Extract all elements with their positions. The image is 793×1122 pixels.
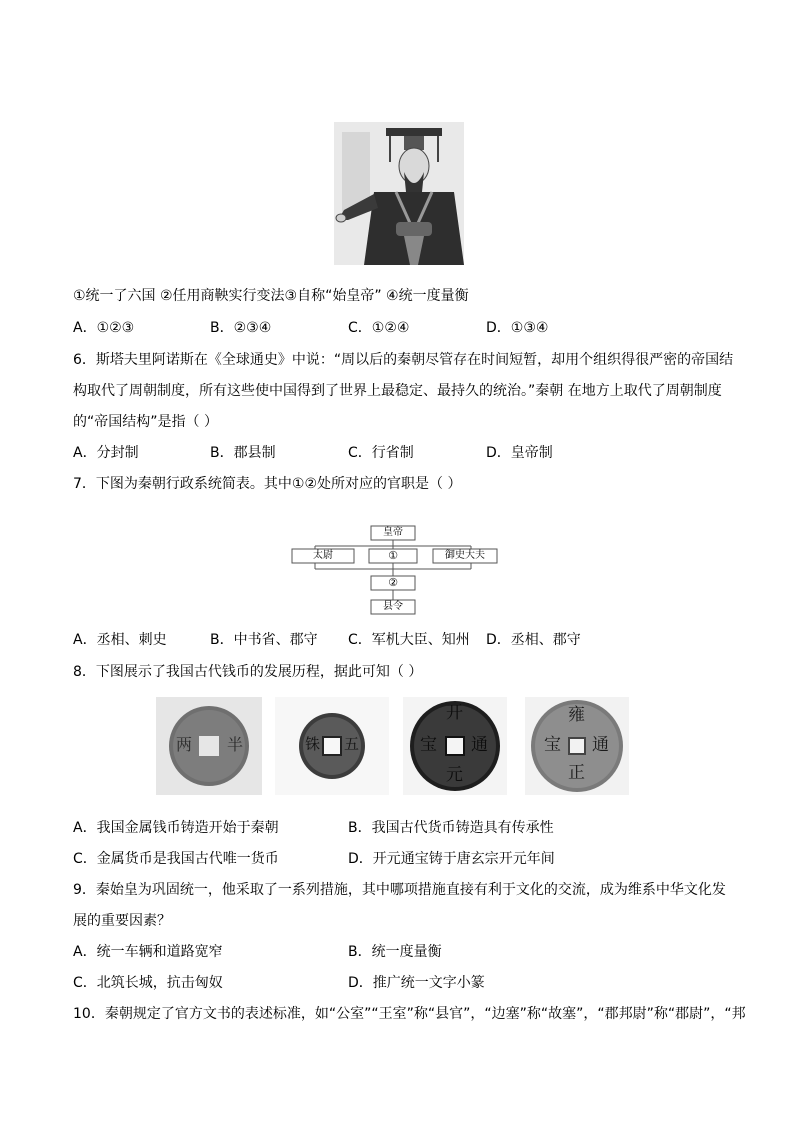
- q5-items: ①统一了六国 ②任用商鞅实行变法③自称“始皇帝” ④统一度量衡: [73, 288, 469, 304]
- q9-option-d[interactable]: D．推广统一文字小篆: [348, 975, 485, 991]
- coin4-char-bao: 宝: [544, 735, 561, 755]
- coin-wuzhu-drawing: [275, 697, 389, 795]
- coin3-char-tong: 通: [471, 735, 488, 755]
- q7-option-b[interactable]: B．中书省、郡守: [210, 632, 318, 648]
- qin-admin-chart: [291, 524, 499, 617]
- q9-option-c[interactable]: C．北筑长城，抗击匈奴: [73, 975, 223, 991]
- coin3-char-yuan: 元: [446, 765, 463, 785]
- q6-option-d[interactable]: D．皇帝制: [486, 445, 553, 461]
- chart-emperor: 皇帝: [383, 527, 403, 538]
- q8-option-c[interactable]: C．金属货币是我国古代唯一货币: [73, 851, 279, 867]
- coin-wuzhu: [275, 697, 389, 795]
- coin2-char-wu: 五: [344, 735, 360, 753]
- coin1-char-ban: 半: [227, 735, 244, 754]
- q6-option-c[interactable]: C．行省制: [348, 445, 414, 461]
- q5-option-c[interactable]: C．①②④: [348, 320, 410, 336]
- q7-option-a[interactable]: A．丞相、刺史: [73, 632, 167, 648]
- q7-stem: 7．下图为秦朝行政系统简表。其中①②处所对应的官职是（ ）: [73, 476, 462, 492]
- q6-option-a[interactable]: A．分封制: [73, 445, 139, 461]
- q6-stem-line3: 的“帝国结构”是指（ ）: [73, 414, 218, 430]
- chart-slot2: ②: [388, 576, 398, 589]
- coin-yongzheng: [525, 697, 629, 795]
- coin3-char-bao: 宝: [420, 735, 437, 755]
- q9-stem-line2: 展的重要因素？: [73, 913, 171, 929]
- q8-option-d[interactable]: D．开元通宝铸于唐玄宗开元年间: [348, 851, 555, 867]
- q7-option-c[interactable]: C．军机大臣、知州: [348, 632, 470, 648]
- q8-option-a[interactable]: A．我国金属钱币铸造开始于秦朝: [73, 820, 279, 836]
- q9-option-b[interactable]: B．统一度量衡: [348, 944, 442, 960]
- coin4-char-tong: 通: [592, 735, 609, 755]
- chart-yushi: 御史大夫: [445, 550, 485, 561]
- coin4-char-yong: 雍: [568, 705, 585, 725]
- chart-taiwei: 太尉: [313, 550, 333, 561]
- q8-stem: 8．下图展示了我国古代钱币的发展历程，据此可知（ ）: [73, 664, 423, 680]
- q9-stem-line1: 9．秦始皇为巩固统一，他采取了一系列措施，其中哪项措施直接有利于文化的交流，成为维系中华文化发: [73, 882, 726, 898]
- emperor-portrait: [334, 122, 464, 265]
- coin1-char-liang: 两: [176, 735, 193, 754]
- q5-option-a[interactable]: A．①②③: [73, 320, 135, 336]
- coin-banliang-drawing: [156, 697, 262, 795]
- emperor-portrait-drawing: [334, 122, 464, 265]
- coin-kaiyuan: [403, 697, 507, 795]
- q6-stem-line2: 构取代了周朝制度，所有这些使中国得到了世界上最稳定、最持久的统治。”秦朝 在地方上取代了周朝制度: [73, 383, 722, 399]
- q5-option-d[interactable]: D．①③④: [486, 320, 549, 336]
- chart-slot1: ①: [388, 549, 398, 562]
- q9-option-a[interactable]: A．统一车辆和道路宽窄: [73, 944, 223, 960]
- q7-option-d[interactable]: D．丞相、郡守: [486, 632, 581, 648]
- coin3-char-kai: 开: [446, 703, 463, 723]
- coin2-char-zhu: 铢: [305, 735, 321, 753]
- q6-stem-line1: 6．斯塔夫里阿诺斯在《全球通史》中说：“周以后的秦朝尽管存在时间短暂，却用个组织得很严密的帝国结: [73, 352, 734, 368]
- q10-stem-line1: 10．秦朝规定了官方文书的表述标准，如“公室”“王室”称“县官”，“边塞”称“故塞”，“郡邦尉”称“郡尉”，“邦: [73, 1006, 746, 1022]
- chart-xianling: 县令: [383, 601, 403, 612]
- q8-option-b[interactable]: B．我国古代货币铸造具有传承性: [348, 820, 554, 836]
- q6-option-b[interactable]: B．郡县制: [210, 445, 276, 461]
- coin-banliang: [156, 697, 262, 795]
- q5-option-b[interactable]: B．②③④: [210, 320, 272, 336]
- coin4-char-zheng: 正: [568, 763, 585, 783]
